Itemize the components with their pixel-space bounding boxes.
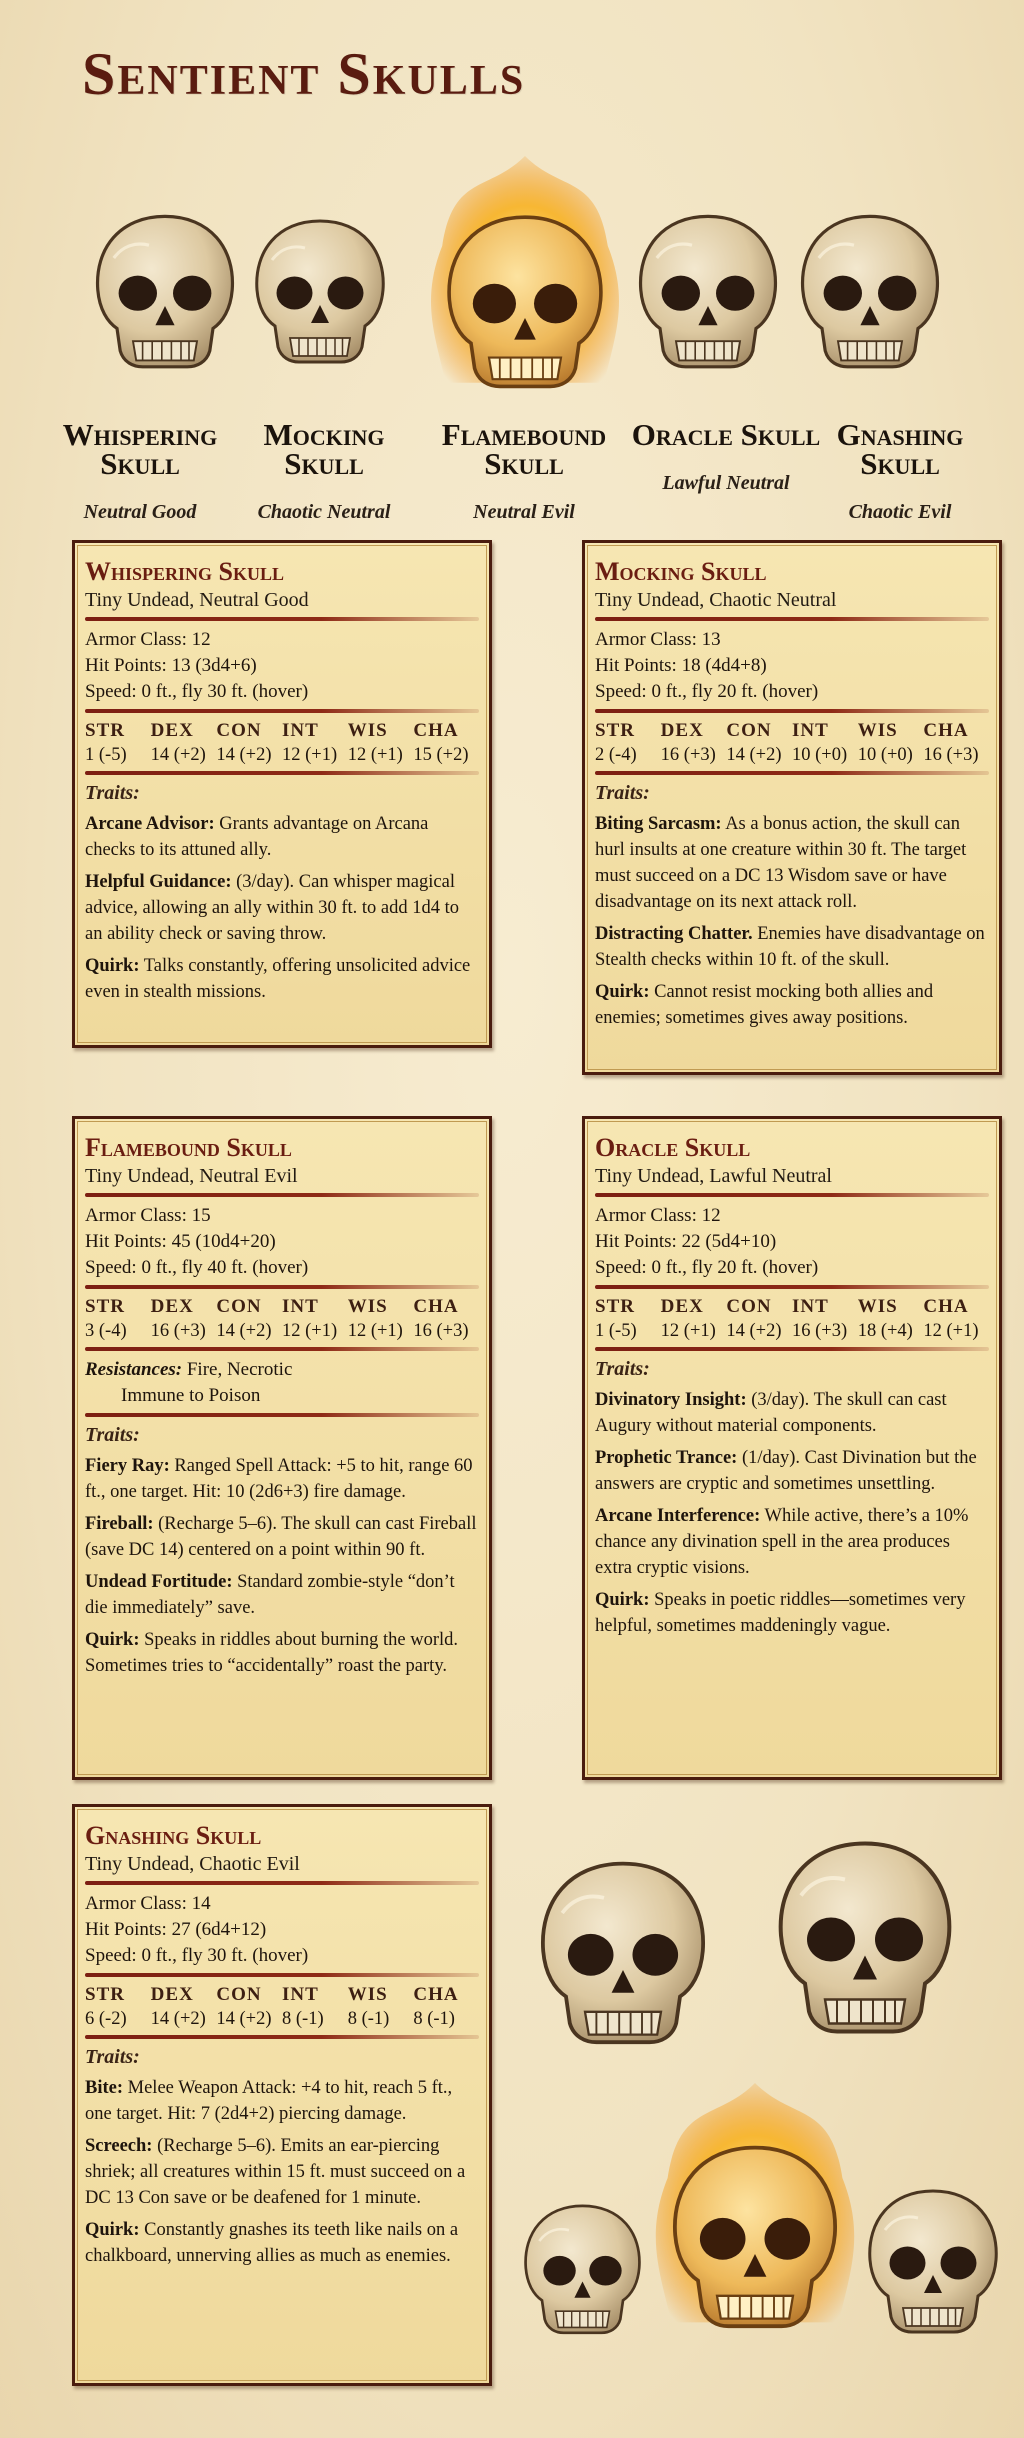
trait xyxy=(595,1587,989,1639)
header-alignment: Chaotic Evil xyxy=(848,501,952,523)
header-alignment: Neutral Evil xyxy=(473,501,575,523)
trait xyxy=(595,811,989,915)
resistances-label: Resistances: xyxy=(85,1359,183,1380)
ability-score: 12 (+1) xyxy=(282,745,338,765)
block-name: Flamebound Skull xyxy=(85,1133,292,1162)
skull-icon xyxy=(515,2168,650,2368)
header-alignment: Neutral Good xyxy=(83,501,197,523)
stat-block-whispering xyxy=(72,540,492,1048)
ability-score: 12 (+1) xyxy=(660,1321,716,1341)
ability-score: 14 (+2) xyxy=(150,745,206,765)
ability-label: INT xyxy=(282,1296,319,1317)
traits-heading: Traits: xyxy=(595,1358,650,1380)
divider xyxy=(595,1193,989,1197)
header-name: Flamebound Skull xyxy=(441,417,607,481)
ability-label: CON xyxy=(216,720,262,741)
divider xyxy=(595,617,989,621)
trait xyxy=(85,811,479,863)
trait-name: Divinatory Insight: xyxy=(595,1390,747,1410)
header-alignment: Lawful Neutral xyxy=(662,472,790,494)
hit-points: Hit Points: 27 (6d4+12) xyxy=(85,1919,267,1940)
ability-score: 3 (-4) xyxy=(85,1321,127,1341)
trait-name: Quirk: xyxy=(85,956,140,976)
ability-label: DEX xyxy=(150,1984,194,2005)
header-alignment: Chaotic Neutral xyxy=(257,501,391,523)
traits-heading: Traits: xyxy=(85,2046,140,2068)
trait-text: As a bonus action, the skull can hurl insults at one creature within 30 ft. The target must succeed on a DC 13 Wisdom save or have disadvantage on its next attack roll. xyxy=(595,814,967,912)
ability-label: CHA xyxy=(413,1984,459,2005)
ability-score: 6 (-2) xyxy=(85,2009,127,2029)
divider xyxy=(85,771,479,775)
divider xyxy=(595,1285,989,1289)
trait-text: (3/day). Can whisper magical advice, allowing an ally within 30 ft. to add 1d4 to an ability check or saving throw. xyxy=(85,872,460,944)
trait xyxy=(85,2217,479,2269)
ability-label: CON xyxy=(726,720,772,741)
ability-label: STR xyxy=(85,720,125,741)
ability-score: 8 (-1) xyxy=(413,2009,455,2029)
trait-name: Distracting Chatter. xyxy=(595,924,753,944)
ability-label: STR xyxy=(85,1984,125,2005)
trait-name: Helpful Guidance: xyxy=(85,872,232,892)
trait xyxy=(595,1387,989,1439)
divider xyxy=(595,1347,989,1351)
trait-text: Talks constantly, offering unsolicited advice even in stealth missions. xyxy=(85,956,471,1002)
ability-score: 12 (+1) xyxy=(347,1321,403,1341)
block-type: Tiny Undead, Neutral Good xyxy=(85,589,309,611)
ability-headers xyxy=(595,1295,989,1319)
ability-label: CON xyxy=(216,1984,262,2005)
ability-label: DEX xyxy=(150,1296,194,1317)
block-name: Gnashing Skull xyxy=(85,1821,262,1850)
armor-class: Armor Class: 12 xyxy=(595,1205,721,1226)
traits-heading: Traits: xyxy=(85,1424,140,1446)
trait-text: (1/day). Cast Divination but the answers are cryptic and sometimes unsettling. xyxy=(595,1448,977,1494)
oracle-skull-icon xyxy=(628,200,788,380)
ability-label: WIS xyxy=(347,720,388,741)
trait-name: Fiery Ray: xyxy=(85,1456,170,1476)
ability-score: 14 (+2) xyxy=(216,2009,272,2029)
skull-icon xyxy=(528,1836,718,2066)
ability-score: 14 (+2) xyxy=(726,745,782,765)
divider xyxy=(85,1347,479,1351)
ability-label: INT xyxy=(282,720,319,741)
trait-text: Cannot resist mocking both allies and enemies; sometimes gives away positions. xyxy=(595,982,934,1028)
skull-icon xyxy=(858,2160,1008,2360)
trait-text: Melee Weapon Attack: +4 to hit, reach 5 ft., one target. Hit: 7 (2d4+2) piercing damage. xyxy=(85,2078,453,2124)
ability-label: DEX xyxy=(660,1296,704,1317)
trait-text: Speaks in poetic riddles—sometimes very helpful, sometimes maddeningly vague. xyxy=(595,1590,966,1636)
armor-class: Armor Class: 15 xyxy=(85,1205,211,1226)
trait xyxy=(595,1503,989,1581)
trait-name: Biting Sarcasm: xyxy=(595,814,722,834)
ability-label: CHA xyxy=(923,1296,969,1317)
speed: Speed: 0 ft., fly 30 ft. (hover) xyxy=(85,681,309,702)
trait-text: Grants advantage on Arcana checks to its attuned ally. xyxy=(85,814,429,860)
ability-label: CHA xyxy=(413,720,459,741)
header-flamebound xyxy=(424,417,624,524)
trait-text: (3/day). The skull can cast Augury without material components. xyxy=(595,1390,947,1436)
header-name: Whispering Skull xyxy=(62,417,218,481)
stat-block-gnashing xyxy=(72,1804,492,2386)
speed: Speed: 0 ft., fly 20 ft. (hover) xyxy=(595,681,819,702)
ability-label: STR xyxy=(85,1296,125,1317)
ability-score: 8 (-1) xyxy=(347,2009,390,2029)
trait-name: Undead Fortitude: xyxy=(85,1572,233,1592)
ability-score: 16 (+3) xyxy=(792,1321,848,1341)
speed: Speed: 0 ft., fly 20 ft. (hover) xyxy=(595,1257,819,1278)
ability-headers xyxy=(85,1983,479,2007)
ability-score: 1 (-5) xyxy=(595,1321,637,1341)
block-type: Tiny Undead, Chaotic Neutral xyxy=(595,589,837,611)
trait-text: Speaks in riddles about burning the world. Sometimes tries to “accidentally” roast the party. xyxy=(85,1630,459,1676)
page-title: Sentient Skulls xyxy=(82,41,526,107)
ability-label: WIS xyxy=(347,1984,388,2005)
ability-scores xyxy=(595,743,989,767)
traits-heading: Traits: xyxy=(85,782,140,804)
ability-label: INT xyxy=(282,1984,319,2005)
trait-name: Prophetic Trance: xyxy=(595,1448,738,1468)
header-whispering xyxy=(40,417,240,524)
trait xyxy=(595,921,989,973)
header-mocking xyxy=(224,417,424,524)
speed: Speed: 0 ft., fly 30 ft. (hover) xyxy=(85,1945,309,1966)
ability-label: DEX xyxy=(150,720,194,741)
ability-score: 16 (+3) xyxy=(923,745,979,765)
traits-heading: Traits: xyxy=(595,782,650,804)
header-name: Gnashing Skull xyxy=(836,417,964,481)
divider xyxy=(85,1193,479,1197)
ability-score: 1 (-5) xyxy=(85,745,127,765)
header-name: Oracle Skull xyxy=(631,417,821,452)
resistances xyxy=(85,1357,479,1383)
ability-score: 14 (+2) xyxy=(216,1321,272,1341)
hit-points: Hit Points: 22 (5d4+10) xyxy=(595,1231,777,1252)
trait-name: Arcane Interference: xyxy=(595,1506,761,1526)
trait-text: Standard zombie-style “don’t die immediately” save. xyxy=(85,1572,455,1618)
ability-label: WIS xyxy=(857,1296,898,1317)
trait xyxy=(85,2075,479,2127)
trait-name: Quirk: xyxy=(595,1590,650,1610)
trait xyxy=(595,1445,989,1497)
ability-label: CHA xyxy=(413,1296,459,1317)
ability-scores xyxy=(85,2007,479,2031)
whispering-skull-icon xyxy=(85,200,245,380)
ability-label: CHA xyxy=(923,720,969,741)
header-gnashing xyxy=(800,417,1000,524)
ability-label: WIS xyxy=(857,720,898,741)
ability-scores xyxy=(85,1319,479,1343)
divider xyxy=(595,771,989,775)
mocking-skull-icon xyxy=(245,200,395,380)
trait xyxy=(85,1627,479,1679)
block-type: Tiny Undead, Neutral Evil xyxy=(85,1165,298,1187)
trait-text: (Recharge 5–6). The skull can cast Fireball (save DC 14) centered on a point within 90 ft. xyxy=(85,1514,477,1560)
trait-text: (Recharge 5–6). Emits an ear-piercing shriek; all creatures within 15 ft. must succeed on a DC 13 Con save or be deafened for 1 minute. xyxy=(85,2136,466,2208)
ability-label: STR xyxy=(595,720,635,741)
ability-scores xyxy=(595,1319,989,1343)
ability-score: 10 (+0) xyxy=(792,745,848,765)
header-name: Mocking Skull xyxy=(263,417,385,481)
ability-score: 8 (-1) xyxy=(282,2009,324,2029)
hit-points: Hit Points: 45 (10d4+20) xyxy=(85,1231,276,1252)
armor-class: Armor Class: 12 xyxy=(85,629,211,650)
block-name: Whispering Skull xyxy=(85,557,284,586)
header-oracle xyxy=(626,417,826,495)
trait-name: Arcane Advisor: xyxy=(85,814,215,834)
divider xyxy=(85,617,479,621)
ability-score: 16 (+3) xyxy=(413,1321,469,1341)
divider xyxy=(85,1973,479,1977)
trait-name: Fireball: xyxy=(85,1514,154,1534)
ability-score: 15 (+2) xyxy=(413,745,469,765)
speed: Speed: 0 ft., fly 40 ft. (hover) xyxy=(85,1257,309,1278)
trait xyxy=(595,979,989,1031)
armor-class: Armor Class: 13 xyxy=(595,629,721,650)
block-type: Tiny Undead, Lawful Neutral xyxy=(595,1165,832,1187)
armor-class: Armor Class: 14 xyxy=(85,1893,211,1914)
divider xyxy=(85,1413,479,1417)
resistances-value: Fire, Necrotic xyxy=(182,1359,293,1380)
ability-label: INT xyxy=(792,1296,829,1317)
trait-text: Enemies have disadvantage on Stealth checks within 10 ft. of the skull. xyxy=(595,924,985,970)
flamebound-skull-icon xyxy=(435,200,615,400)
ability-score: 12 (+1) xyxy=(282,1321,338,1341)
trait xyxy=(85,1453,479,1505)
trait xyxy=(85,1511,479,1563)
trait-text: Ranged Spell Attack: +5 to hit, range 60 ft., one target. Hit: 10 (2d6+3) fire damage. xyxy=(85,1456,473,1502)
block-name: Oracle Skull xyxy=(595,1133,751,1162)
ability-label: STR xyxy=(595,1296,635,1317)
trait xyxy=(85,1569,479,1621)
divider xyxy=(85,2035,479,2039)
ability-score: 18 (+4) xyxy=(857,1321,913,1341)
ability-score: 14 (+2) xyxy=(150,2009,206,2029)
trait-name: Quirk: xyxy=(85,1630,140,1650)
divider xyxy=(85,1881,479,1885)
trait xyxy=(85,953,479,1005)
hit-points: Hit Points: 18 (4d4+8) xyxy=(595,655,767,676)
ability-score: 16 (+3) xyxy=(660,745,716,765)
ability-score: 14 (+2) xyxy=(726,1321,782,1341)
ability-score: 2 (-4) xyxy=(595,745,637,765)
ability-label: CON xyxy=(216,1296,262,1317)
stat-block-oracle xyxy=(582,1116,1002,1780)
immunities: Immune to Poison xyxy=(121,1385,261,1406)
ability-headers xyxy=(85,719,479,743)
trait-text: Constantly gnashes its teeth like nails on a chalkboard, unnerving allies as much as enemies. xyxy=(85,2220,459,2266)
trait-text: While active, there’s a 10% chance any divination spell in the area produces extra cryptic visions. xyxy=(595,1506,969,1578)
ability-scores xyxy=(85,743,479,767)
ability-score: 12 (+1) xyxy=(347,745,403,765)
ability-score: 12 (+1) xyxy=(923,1321,979,1341)
hit-points: Hit Points: 13 (3d4+6) xyxy=(85,655,257,676)
block-type: Tiny Undead, Chaotic Evil xyxy=(85,1853,300,1875)
flaming-skull-icon xyxy=(660,2120,850,2350)
trait-name: Bite: xyxy=(85,2078,124,2098)
trait-name: Quirk: xyxy=(595,982,650,1002)
ability-score: 16 (+3) xyxy=(150,1321,206,1341)
divider xyxy=(595,709,989,713)
ability-headers xyxy=(595,719,989,743)
ability-headers xyxy=(85,1295,479,1319)
ability-score: 14 (+2) xyxy=(216,745,272,765)
gnashing-skull-icon xyxy=(790,200,950,380)
ability-label: INT xyxy=(792,720,829,741)
divider xyxy=(85,709,479,713)
ability-label: CON xyxy=(726,1296,772,1317)
ability-score: 10 (+0) xyxy=(857,745,913,765)
divider xyxy=(85,1285,479,1289)
skull-icon xyxy=(765,1818,965,2053)
ability-label: DEX xyxy=(660,720,704,741)
trait xyxy=(85,2133,479,2211)
trait-name: Quirk: xyxy=(85,2220,140,2240)
block-name: Mocking Skull xyxy=(595,557,767,586)
ability-label: WIS xyxy=(347,1296,388,1317)
stat-block-flamebound xyxy=(72,1116,492,1780)
stat-block-mocking xyxy=(582,540,1002,1075)
trait xyxy=(85,869,479,947)
trait-name: Screech: xyxy=(85,2136,153,2156)
